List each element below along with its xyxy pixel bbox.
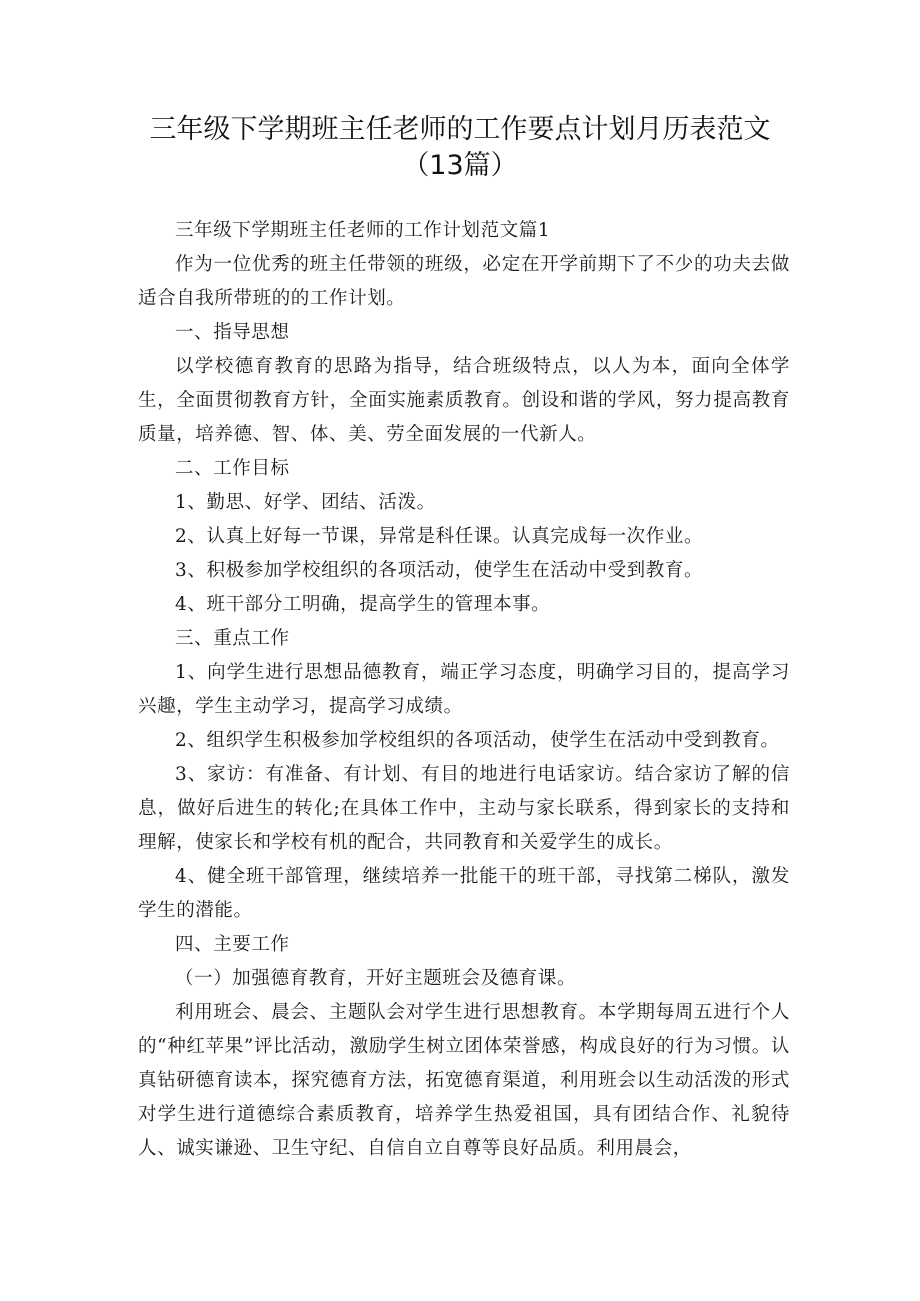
section-heading-work-goals: 二、工作目标 — [175, 458, 290, 479]
list-item-goal-1: 1、勤思、好学、团结、活泼。 — [175, 492, 436, 513]
paragraph-moral-education: 利用班会、晨会、主题队会对学生进行思想教育。本学期每周五进行个人的“种红苹果”评比活动，激励学生树立团体荣誉感，构成良好的行为习惯。认真钻研德育读本，探究德育方法，拓宽德育渠道，利用班会以生动活泼的形式对学生进行道德综合素质教育，培养学生热爱祖国，具有团结合作、礼貌待人、诚实谦逊、卫生守纪、自信自立自尊等良好品质。利用晨会， — [138, 1002, 790, 1159]
list-item-key-work-4: 4、健全班干部管理，继续培养一批能干的班干部，寻找第二梯队，激发学生的潜能。 — [138, 866, 790, 921]
document-title-line-1: 三年级下学期班主任老师的工作要点计划月历表范文 — [149, 114, 771, 145]
section-heading-article: 三年级下学期班主任老师的工作计划范文篇1 — [175, 220, 551, 241]
document-title-line-2: （13篇） — [402, 150, 518, 181]
list-item-goal-3: 3、积极参加学校组织的各项活动，使学生在活动中受到教育。 — [175, 560, 704, 581]
subsection-heading-moral-education: （一）加强德育教育，开好主题班会及德育课。 — [175, 968, 577, 989]
list-item-key-work-1: 1、向学生进行思想品德教育，端正学习态度，明确学习目的，提高学习兴趣，学生主动学习，提高学习成绩。 — [138, 662, 790, 717]
paragraph-intro: 作为一位优秀的班主任带领的班级，必定在开学前期下了不少的功夫去做适合自我所带班的的工作计划。 — [138, 254, 790, 309]
section-heading-main-work: 四、主要工作 — [175, 934, 290, 955]
list-item-key-work-3: 3、家访：有准备、有计划、有目的地进行电话家访。结合家访了解的信息，做好后进生的转化;在具体工作中，主动与家长联系，得到家长的支持和理解，使家长和学校有机的配合，共同教育和关爱学生的成长。 — [138, 764, 790, 853]
list-item-goal-2: 2、认真上好每一节课，异常是科任课。认真完成每一次作业。 — [175, 526, 704, 547]
section-heading-key-work: 三、重点工作 — [175, 628, 290, 649]
list-item-goal-4: 4、班干部分工明确，提高学生的管理本事。 — [175, 594, 551, 615]
section-heading-guiding-ideas: 一、指导思想 — [175, 322, 290, 343]
list-item-key-work-2: 2、组织学生积极参加学校组织的各项活动，使学生在活动中受到教育。 — [175, 730, 780, 751]
paragraph-guiding-ideas: 以学校德育教育的思路为指导，结合班级特点，以人为本，面向全体学生，全面贯彻教育方针，全面实施素质教育。创设和谐的学风，努力提高教育质量，培养德、智、体、美、劳全面发展的一代新人。 — [138, 356, 790, 445]
document-body — [138, 214, 790, 1166]
